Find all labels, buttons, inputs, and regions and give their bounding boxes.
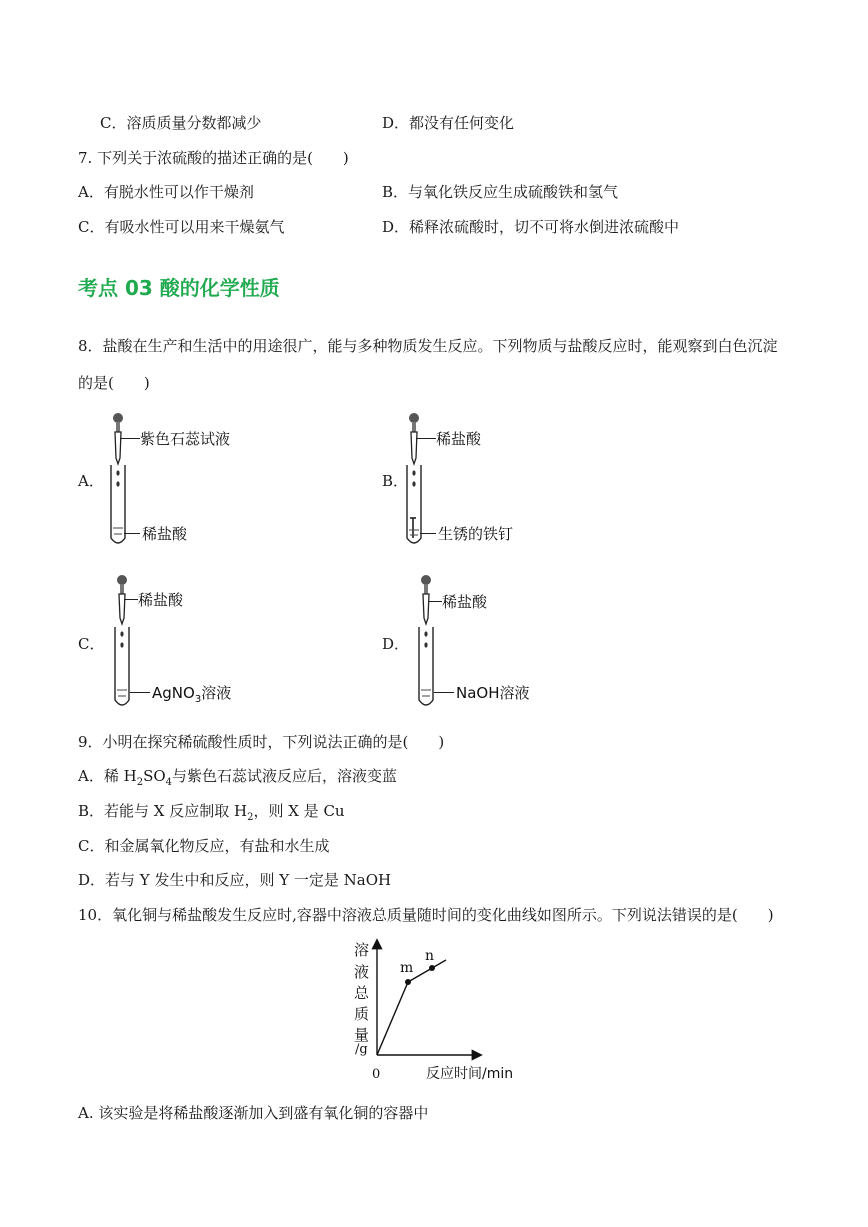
chart-xlabel: 反应时间/min <box>426 1066 514 1082</box>
chart-ylabel-3: 总 <box>354 984 370 1002</box>
chart-origin: 0 <box>372 1067 381 1082</box>
apparatus-a-dropper-label: 紫色石蕊试液 <box>140 430 231 448</box>
q9-option-a: A．稀 $H_2SO_4$与紫色石蕊试液反应后，溶液变蓝 <box>78 767 398 788</box>
q8-option-b-letter: B． <box>382 472 409 490</box>
q6-option-c: C．溶质质量分数都减少 <box>100 114 262 132</box>
apparatus-c-figure <box>110 572 140 712</box>
apparatus-a-tube-label: 稀盐酸 <box>142 525 188 543</box>
apparatus-c-dropper-label: 稀盐酸 <box>138 591 184 609</box>
q8-option-a-letter: A． <box>78 472 104 490</box>
apparatus-a-dropper-leader <box>120 438 140 439</box>
q9-stem: 9．小明在探究稀硫酸性质时，下列说法正确的是( ) <box>78 733 445 751</box>
apparatus-c-tube-label: AgNO$_3$溶液 <box>152 684 232 705</box>
q7-option-d: D．稀释浓硫酸时，切不可将水倒进浓硫酸中 <box>382 218 680 236</box>
q7-option-b: B．与氧化铁反应生成硫酸铁和氢气 <box>382 183 619 201</box>
apparatus-b-tube-leader <box>420 533 436 534</box>
q10-option-a: A. 该实验是将稀盐酸逐渐加入到盛有氧化铜的容器中 <box>78 1104 429 1122</box>
chart-label-n: n <box>425 948 435 964</box>
q10-stem: 10．氧化铜与稀盐酸发生反应时,容器中溶液总质量随时间的变化曲线如图所示。下列说法错误的是( ) <box>78 906 774 924</box>
chart-label-m: m <box>400 960 414 976</box>
apparatus-b-dropper-label: 稀盐酸 <box>436 430 482 448</box>
apparatus-d-figure <box>414 572 444 712</box>
q7-option-a: A．有脱水性可以作干燥剂 <box>78 183 254 201</box>
chart-ylabel-5: 量 <box>354 1026 370 1044</box>
apparatus-b-dropper-leader <box>416 438 436 439</box>
q6-option-d: D．都没有任何变化 <box>382 114 515 132</box>
chart-ylabel-6: /g <box>355 1042 368 1057</box>
apparatus-d-tube-label: NaOH溶液 <box>456 684 530 702</box>
chart-ylabel-1: 溶 <box>354 941 370 959</box>
chart-ylabel-2: 液 <box>354 963 370 981</box>
apparatus-d-dropper-label: 稀盐酸 <box>442 593 488 611</box>
q8-option-c-letter: C． <box>78 635 105 653</box>
apparatus-b-tube-label: 生锈的铁钉 <box>438 525 514 543</box>
apparatus-a-figure <box>108 410 138 550</box>
chart-point-n <box>429 965 435 971</box>
q8-option-d-letter: D． <box>382 635 410 653</box>
q9-option-c: C．和金属氧化物反应，有盐和水生成 <box>78 837 330 855</box>
chart-point-m <box>405 979 411 985</box>
q8-stem-line1: 8．盐酸在生产和生活中的用途很广，能与多种物质发生反应。下列物质与盐酸反应时，能观察到白色沉淀 <box>78 337 778 355</box>
mass-time-chart <box>340 935 540 1085</box>
q8-stem-line2: 的是( ) <box>78 374 150 392</box>
apparatus-b-figure <box>404 410 434 550</box>
apparatus-a-tube-leader <box>124 533 140 534</box>
q9-option-d: D．若与 Y 发生中和反应，则 Y 一定是 NaOH <box>78 871 392 889</box>
q7-option-c: C．有吸水性可以用来干燥氨气 <box>78 218 285 236</box>
q9-option-b: B．若能与 X 反应制取 $H_2$，则 X 是 Cu <box>78 802 345 823</box>
apparatus-d-dropper-leader <box>428 601 442 602</box>
apparatus-d-tube-leader <box>434 692 454 693</box>
apparatus-c-dropper-leader <box>124 599 138 600</box>
section-heading: 考点 03 酸的化学性质 <box>78 276 280 300</box>
q7-stem: 7. 下列关于浓硫酸的描述正确的是( ) <box>78 149 349 167</box>
chart-ylabel-4: 质 <box>354 1005 370 1023</box>
apparatus-c-tube-leader <box>130 692 150 693</box>
